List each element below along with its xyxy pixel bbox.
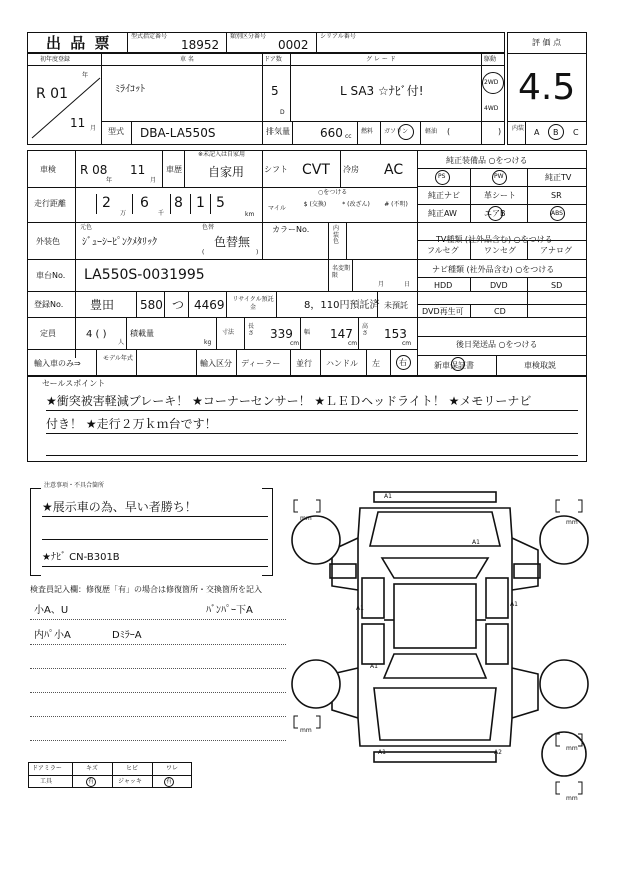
mileage-unknown: # (不明) <box>384 201 408 208</box>
shaken-era: R 08 <box>80 163 108 177</box>
mileage-digit-4: 1 <box>196 195 205 211</box>
first-reg-month: 11 <box>70 116 86 130</box>
grade-label: グ レ ー ド <box>366 56 396 63</box>
class-label: 類別区分番号 <box>230 33 267 40</box>
equipment-label: 純正装備品 ○をつける <box>446 156 528 165</box>
doors-label: ドア数 <box>264 56 282 63</box>
mileage-tamper: * (改ざん) <box>342 201 370 208</box>
mileage-km: km <box>245 211 255 218</box>
height-label: 高さ <box>362 323 369 337</box>
model-label: 型式 <box>108 127 124 136</box>
ac-label: 冷房 <box>343 165 359 174</box>
mileage-mile: マイル <box>268 205 286 212</box>
form-title: 出 品 票 <box>46 34 112 52</box>
eq-airbag: エアB <box>484 209 506 218</box>
load-unit: kg <box>204 339 212 346</box>
load-label: 積載量 <box>130 329 154 338</box>
shaken-month-unit: 月 <box>150 177 157 184</box>
mileage-label: 走行距離 <box>34 199 66 208</box>
fuel-gasoline-circle <box>398 124 414 140</box>
mm-unit-fr: mm <box>566 519 578 526</box>
type-label: 型式指定番号 <box>131 33 168 40</box>
inspector-line-1a: 小A、U <box>34 605 69 616</box>
car-name-label: 車 名 <box>180 56 194 63</box>
registration-city: 豊田 <box>90 298 115 312</box>
eq-leather: 革シート <box>484 191 516 200</box>
recycle-label: リサイクル預託金 <box>232 296 274 311</box>
drive-label: 駆動 <box>484 56 497 63</box>
recycle-value: 8，110円預託済 <box>304 300 380 311</box>
mm-unit-spare: mm <box>566 795 578 802</box>
notes-label: 注意事項・不具合箇所 <box>44 482 105 489</box>
name-change-month: 月 <box>378 281 385 288</box>
first-reg-diagonal <box>28 66 101 144</box>
nav-label: ナビ種類 (社外品含む) ○をつける <box>432 265 555 274</box>
use-label: 車歴 <box>166 165 182 174</box>
displacement-label: 排気量 <box>266 127 290 136</box>
interior-label: 内装 <box>512 125 525 132</box>
tv-analog: アナログ <box>540 246 572 255</box>
rating-value: 4.5 <box>518 67 576 108</box>
shaken-label: 車検 <box>40 165 56 174</box>
shift-value: CVT <box>302 162 330 178</box>
tv-fullseg: フルセグ <box>427 246 459 255</box>
paint-value: 色替無 <box>214 235 251 249</box>
sales-point-line-1: ★衝突被害軽減ブレーキ！ ★コーナーセンサー！ ★ＬＥＤヘッドライト！ ★メモリーナビ <box>46 394 532 408</box>
chassis-label: 車台No. <box>36 271 66 280</box>
ac-value: AC <box>384 162 404 178</box>
import-label: 輸入車のみ⇒ <box>34 359 81 368</box>
length-unit: cm <box>290 340 300 347</box>
nav-dvd: DVD <box>490 281 508 290</box>
dvd-playback-label: DVD再生可 <box>422 307 464 316</box>
shift-label: シフト <box>264 165 288 174</box>
sales-point-label: セールスポイント <box>42 379 106 388</box>
model: DBA-LA550S <box>140 126 216 140</box>
mileage-man: 万 <box>120 210 127 217</box>
notes-line-2: ★ﾅﾋﾞ CN-B301B <box>42 552 120 563</box>
displacement: 660 <box>320 126 343 140</box>
mileage-digit-1: 2 <box>102 195 111 211</box>
handle-left: 左 <box>372 359 380 368</box>
fuel-diesel: 軽油 <box>425 128 438 135</box>
interior-b: B <box>553 128 559 137</box>
color-label: 外装色 <box>36 237 60 246</box>
damage-a1-left: A1 <box>356 605 364 612</box>
mileage-exchange: $ (交換) <box>303 201 327 208</box>
legend-break: ワレ <box>166 765 179 772</box>
dim-label: 寸法 <box>222 329 235 336</box>
displacement-unit: cc <box>345 133 352 140</box>
registration-class: 580 <box>140 298 163 312</box>
mm-unit-rr: mm <box>566 745 578 752</box>
inspector-label: 検査員記入欄：修復歴「有」の場合は修復箇所・交換箇所を記入 <box>30 585 262 594</box>
first-reg-era: R 01 <box>36 86 68 102</box>
type-number: 18952 <box>181 38 220 52</box>
jack-yes: 有 <box>166 778 173 785</box>
car-damage-diagram <box>290 478 590 798</box>
mileage-circle-label: ○をつける <box>318 189 348 196</box>
handle-label: ハンドル <box>326 359 358 368</box>
interior-color-label: 内装色 <box>333 225 340 246</box>
warranty-circle <box>451 357 465 371</box>
height-unit: cm <box>402 340 412 347</box>
damage-a1-hood: A1 <box>472 539 480 546</box>
registration-kana: つ <box>172 298 185 312</box>
drive-4wd: 4WD <box>484 105 499 112</box>
capacity-label: 定員 <box>40 329 56 338</box>
recycle-not-deposited: 未預託 <box>384 301 408 310</box>
legend-door-mirror: ドアミラー <box>32 765 62 772</box>
legend-crack: ヒビ <box>126 765 139 772</box>
legend-scratch: キズ <box>86 765 98 772</box>
class-number: 0002 <box>278 38 309 52</box>
interior-b-circle <box>548 124 564 140</box>
height-value: 153 <box>384 327 407 341</box>
nav-sd: SD <box>551 281 563 290</box>
length-value: 339 <box>270 327 293 341</box>
fuel-gasoline: ガソリン <box>384 128 409 135</box>
tools-yes: 有 <box>88 778 95 785</box>
legend-tools: 工具 <box>40 778 53 785</box>
original-color: ｼﾞｭｰｼｰﾋﾟﾝｸﾒﾀﾘｯｸ <box>82 237 157 248</box>
use-note: ※未記入は自家用 <box>198 151 246 158</box>
capacity-value: 4 ( ) <box>86 329 107 340</box>
interior-c: C <box>573 128 579 137</box>
inspector-line-1b: ﾊﾞﾝﾊﾟｰ下A <box>206 605 253 616</box>
fuel-label: 燃料 <box>361 128 374 135</box>
eq-abs: ABS <box>551 210 563 217</box>
sales-point-line-2: 付き！ ★走行２万ｋｍ台です！ <box>46 417 217 431</box>
mm-unit-fl: mm <box>300 515 312 522</box>
door-count: 5 <box>271 84 279 98</box>
drive-2wd: 2WD <box>484 79 499 86</box>
registration-number: 4469 <box>194 298 225 312</box>
interior-a: A <box>534 128 540 137</box>
mileage-sen: 千 <box>158 210 165 217</box>
manual: 車検取説 <box>524 361 556 370</box>
grade: L SA3 ☆ﾅﾋﾞ付! <box>340 84 424 98</box>
car-name: ﾐﾗｲｺｯﾄ <box>115 84 145 95</box>
length-label: 長さ <box>248 323 255 337</box>
shaken-year-unit: 年 <box>106 177 113 184</box>
chassis-number: LA550S-0031995 <box>84 267 205 283</box>
first-reg-month-unit: 月 <box>90 125 97 132</box>
original-color-label: 元色 <box>80 224 93 231</box>
eq-pw: PW <box>494 173 504 180</box>
eq-tv: 純正TV <box>545 173 572 182</box>
damage-a1-front-bumper: A1 <box>384 493 392 500</box>
damage-a1-rear-left: A1 <box>370 663 378 670</box>
nav-hdd: HDD <box>434 281 453 290</box>
eq-aw: 純正AW <box>428 209 457 218</box>
damage-a1-rear-bumper: A1 <box>378 749 386 756</box>
legend-jack: ジャッキ <box>118 778 142 785</box>
notes-line-1: ★展示車の為、早い者勝ち！ <box>42 500 197 514</box>
eq-ps: PS <box>438 173 446 180</box>
shaken-month: 11 <box>130 163 146 177</box>
cd-label: CD <box>494 307 506 316</box>
model-year-label: モデル年式 <box>103 355 133 362</box>
color-no-label: カラーNo. <box>272 225 310 234</box>
name-change-day: 日 <box>404 281 411 288</box>
tv-label: TV種類 (社外品含む) ○をつける <box>436 235 553 244</box>
mileage-digit-3: 8 <box>174 195 183 211</box>
inspector-line-2a: 内ﾊﾟ小A <box>34 630 71 641</box>
capacity-unit: 人 <box>118 339 125 346</box>
mileage-digit-5: 5 <box>216 195 225 211</box>
handle-right: 右 <box>399 358 407 367</box>
first-reg-label: 初年度登録 <box>40 56 71 63</box>
import-dealer: ディーラー <box>241 359 281 368</box>
serial-label: シリアル番号 <box>320 33 356 40</box>
use-value: 自家用 <box>208 165 245 179</box>
import-parallel: 並行 <box>296 359 312 368</box>
name-change-label: 名変期限 <box>332 265 351 280</box>
eq-sr: SR <box>551 191 562 200</box>
damage-a2-rear-bumper: A2 <box>494 749 502 756</box>
new-car-warranty: 新車保証書 <box>434 361 474 370</box>
tv-oneseg: ワンセグ <box>484 246 516 255</box>
paint-label: 色替 <box>202 224 215 231</box>
width-label: 幅 <box>304 329 311 336</box>
mm-unit-rl: mm <box>300 727 312 734</box>
door-d: D <box>280 109 285 116</box>
first-reg-year-unit: 年 <box>82 72 89 79</box>
width-value: 147 <box>330 327 353 341</box>
later-shipment-label: 後日発送品 ○をつける <box>456 340 538 349</box>
import-category-label: 輸入区分 <box>200 359 232 368</box>
inspector-line-2b: DﾐﾗｰA <box>112 630 142 641</box>
eq-nav: 純正ナビ <box>428 191 460 200</box>
registration-label: 登録No. <box>34 300 64 309</box>
mileage-digit-2: 6 <box>140 195 149 211</box>
rating-label: 評 価 点 <box>532 38 562 47</box>
damage-a1-right: A1 <box>510 601 518 608</box>
width-unit: cm <box>348 340 358 347</box>
